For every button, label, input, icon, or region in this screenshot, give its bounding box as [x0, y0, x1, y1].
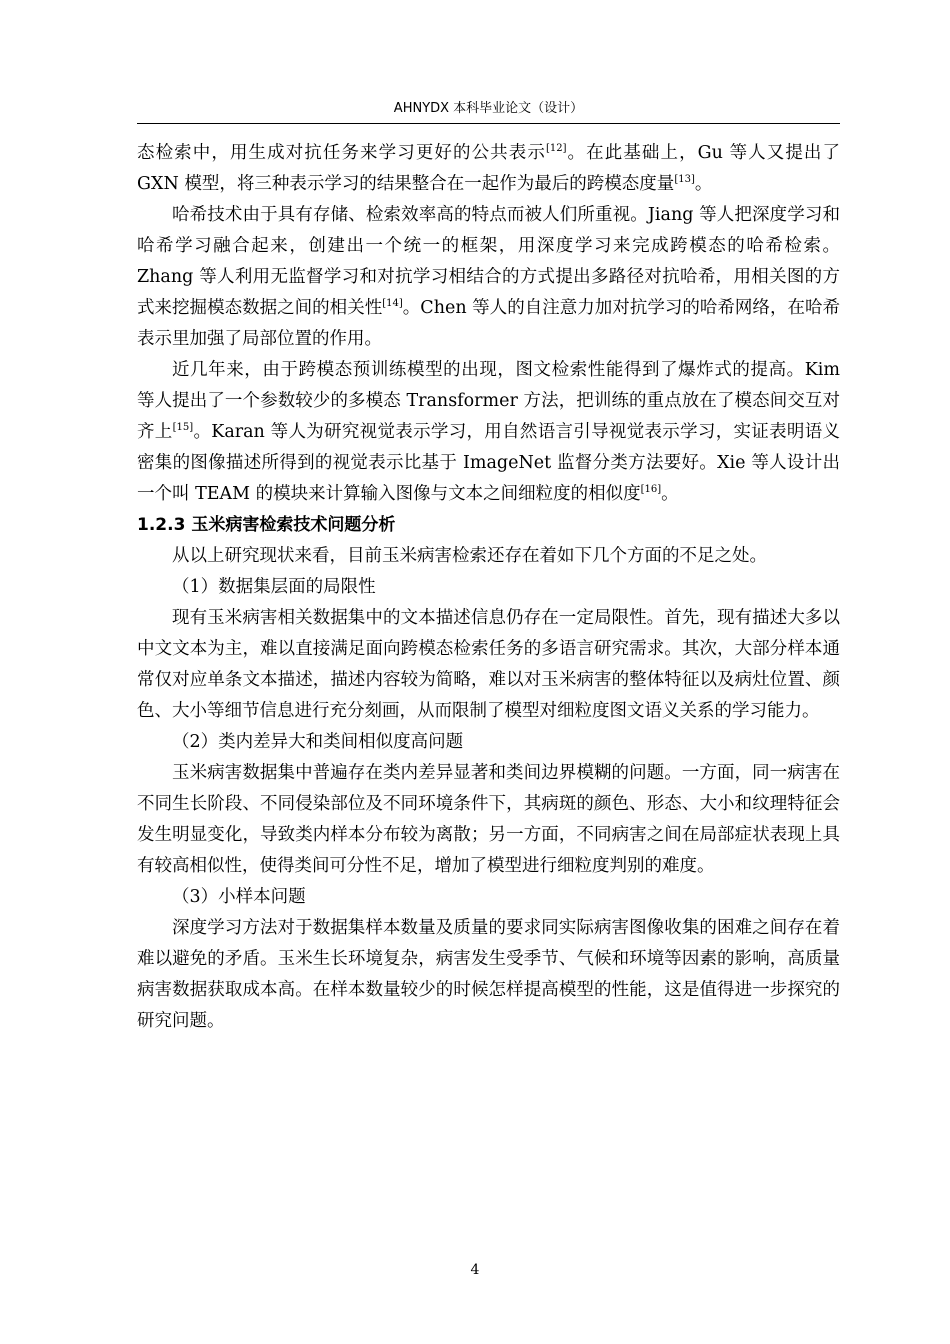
section-heading: 1.2.3 玉米病害检索技术问题分析 — [137, 515, 396, 535]
text-run: 。在此基础上，Gu 等人又提出了 GXN 模型，将三种表示学习的结果整合在一起作为最后的跨模态度量 — [137, 143, 841, 194]
item-1-text: 现有玉米病害相关数据集中的文本描述信息仍存在一定局限性。首先，现有描述大多以中文文本为主，难以直接满足面向跨模态检索任务的多语言研究需求。其次，大部分样本通常仅对应单条文本描述，描述内容较为简略，难以对玉米病害的整体特征以及病灶位置、颜色、大小等细节信息进行充分刻画，从而限制了模型对细粒度图文语义关系的学习能力。 — [137, 608, 840, 721]
section-intro: 从以上研究现状来看，目前玉米病害检索还存在着如下几个方面的不足之处。 — [172, 546, 767, 566]
item-1-title: （1）数据集层面的局限性 — [172, 577, 376, 597]
paragraph-3 — [137, 355, 840, 510]
text-run: 。Karan 等人为研究视觉表示学习，用自然语言引导视觉表示学习，实证表明语义密集的图像描述所得到的视觉表示比基于 ImageNet 监督分类方法要好。Xie 等人设计出一个叫 TEAM 的模块来计算输入图像与文本之间细粒度的相似度 — [137, 422, 841, 504]
citation-ref: [13] — [674, 174, 695, 185]
text-run: 。Chen 等人的自注意力加对抗学习的哈希网络，在哈希表示里加强了局部位置的作用。 — [137, 298, 840, 349]
text-run: 。 — [694, 174, 713, 194]
item-3-title: （3）小样本问题 — [172, 887, 306, 907]
page-number: 4 — [470, 1262, 480, 1278]
paragraph-2 — [137, 200, 840, 355]
text-run: 哈希技术由于具有存储、检索效率高的特点而被人们所重视。Jiang 等人把深度学习和哈希学习融合起来，创建出一个统一的框架，用深度学习来完成跨模态的哈希检索。Zhang 等人利用无监督学习和对抗学习相结合的方式提出多路径对抗哈希，用相关图的方式来挖掘模态数据之间的相关性 — [137, 205, 840, 318]
citation-ref: [14] — [382, 298, 403, 309]
item-2-text: 玉米病害数据集中普遍存在类内差异显著和类间边界模糊的问题。一方面，同一病害在不同生长阶段、不同侵染部位及不同环境条件下，其病斑的颜色、形态、大小和纹理特征会发生明显变化，导致类内样本分布较为离散；另一方面，不同病害之间在局部症状表现上具有较高相似性，使得类间可分性不足，增加了模型进行细粒度判别的难度。 — [137, 763, 840, 876]
citation-ref: [12] — [545, 143, 567, 154]
paragraph-1 — [137, 138, 840, 200]
text-run: 。 — [661, 484, 679, 504]
body-text — [137, 138, 840, 1037]
running-header: AHNYDX 本科毕业论文（设计） — [393, 101, 584, 116]
header-rule — [137, 123, 840, 124]
citation-ref: [16] — [640, 484, 662, 495]
intro-paragraphs — [137, 138, 840, 510]
text-run: 态检索中，用生成对抗任务来学习更好的公共表示 — [137, 143, 546, 163]
item-3-text: 深度学习方法对于数据集样本数量及质量的要求同实际病害图像收集的困难之间存在着难以避免的矛盾。玉米生长环境复杂，病害发生受季节、气候和环境等因素的影响，高质量病害数据获取成本高。在样本数量较少的时候怎样提高模型的性能，这是值得进一步探究的研究问题。 — [137, 918, 840, 1031]
citation-ref: [15] — [172, 422, 194, 433]
text-run: 近几年来，由于跨模态预训练模型的出现，图文检索性能得到了爆炸式的提高。Kim 等人提出了一个参数较少的多模态 Transformer 方法，把训练的重点放在了模态间交互对齐上 — [137, 360, 840, 442]
item-2-title: （2）类内差异大和类间相似度高问题 — [172, 732, 464, 752]
